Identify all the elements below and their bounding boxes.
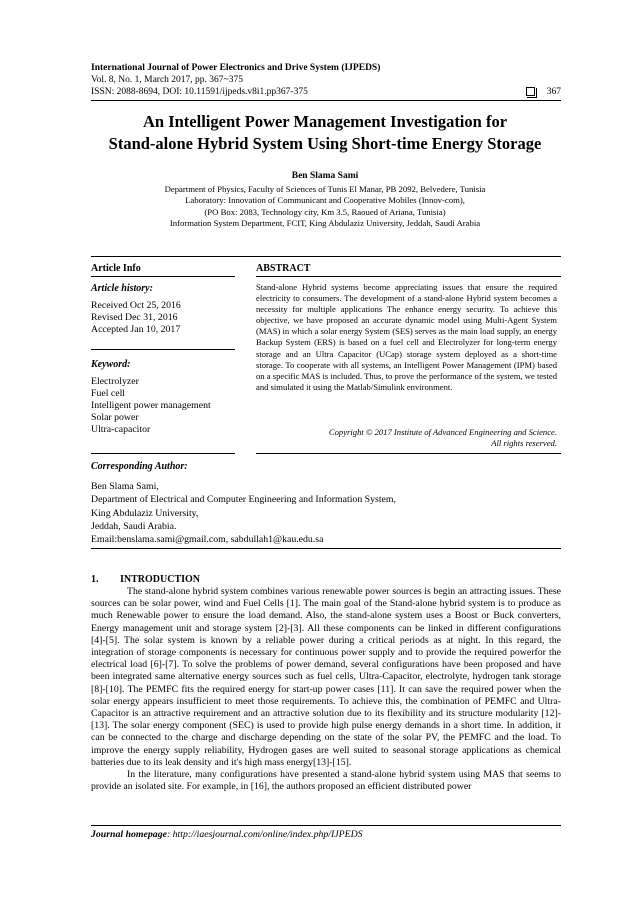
keyword-item: Intelligent power management [91,400,211,411]
journal-name: International Journal of Power Electronics and Drive System (IJPEDS) [91,63,381,73]
issn-row [91,86,561,98]
affiliation-line: Information System Department, FCIT, King Abdulaziz University, Jeddah, Saudi Arabia [169,218,481,229]
article-info-heading: Article Info [91,263,141,274]
page-number: 367 [546,87,561,97]
article-info-rule [91,276,235,277]
keyword-item: Fuel cell [91,388,126,399]
affiliation-line: Department of Physics, Faculty of Sciences of Tunis El Manar, PB 2092, Belvedere, Tunisia [164,184,486,194]
history-item: Accepted Jan 10, 2017 [91,324,181,335]
abstract-heading: ABSTRACT [256,263,311,274]
keyword-heading: Keyword: [91,359,131,370]
copyright-line: Copyright © 2017 Institute of Advanced Engineering and Science. [328,427,557,437]
keyword-rule [91,453,235,454]
keyword-item: Ultra-capacitor [91,424,151,435]
history-list [91,300,181,336]
corresponding-email: Email:benslama.sami@gmail.com, sabdullah1@kau.edu.sa [91,534,324,546]
history-heading: Article history: [91,283,153,294]
introduction-body [91,586,561,793]
paper-title [60,111,590,155]
corresponding-line: King Abdulaziz University, [91,507,199,519]
title-line: Stand-alone Hybrid System Using Short-time Energy Storage [108,134,542,153]
journal-homepage [91,829,363,840]
affiliation-line: Laboratory: Innovation of Communicant and Cooperative Mobiles (Innov-com), [185,195,465,206]
issn-line: ISSN: 2088-8694, DOI: 10.11591/ijpeds.v8i1.pp367-375 [91,87,308,97]
section-title: INTRODUCTION [120,574,201,585]
abstract-rule [256,276,561,277]
copyright-notice [256,427,557,449]
paragraph: The stand-alone hybrid system combines various renewable power sources is begin an attracting issues. These sources can be solar power, wind and Fuel Cells [1]. The main goal of the Stand-alone hybrid system is to produce as much Renewable power to ensure the load demand. Also, the stand-alone system uses a Boost or Buck converters, Energy management unit and storage system [2]-[3]. All these components can be linked in different configurations [4]-[5]. The solar system is known by a reliable power during a critical periods as at night. In this regard, the integration of storage components is necessary for continuous power supply and to provide the required powerfor the electrical load [6]-[7]. To solve the problems of power demand, several configurations have been proposed and have been integrated same alternative energy sources such as fuel cells, Ultra-Capacitor, electrolyte, hydrogen tank storage [8]-[10]. The PEMFC fits the required energy for start-up power cases [11]. It can save the required power when the solar energy appears insufficient to meet those requirements. To achieve this, the combination of PEMFC and Ultra-Capacitor is an attractive requirement and an attractive solution due to its flexibility and its structure modularity [12]-[13]. The solar energy component (SEC) is used to provide high pulse energy demands in a short time. In addition, it can be connected to the charge and discharge depending on the state of the solar PV, the PEMFC and the load. To improve the energy supply reliability, Hydrogen gases are well suited to seasonal storage applications as chemical batteries due to its leak density and it's high mass energy[13]-[15]. [91,586,561,768]
corresponding-line: Ben Slama Sami, [91,481,159,492]
keyword-item: Electrolyzer [91,376,139,387]
copyright-line: All rights reserved. [491,438,557,449]
abstract-text: Stand-alone Hybrid systems become appreciating issues that ensure the required electricity to consumers. The development of a stand-alone Hybrid system becomes a necessity for multiple applications The enhance energy security. To achieve this objective, we have proposed an accurate dynamic model using Multi-Agent System (MAS) in which a solar energy System (SES) serves as the main load supply, an energy Backup System (ERS) is based on a fuel cell and Electrolyzer for long-term energy storage and an Ultra Capacitor (UCap) storage system deployed as a short-time storage. To cooperate with all systems, an Intelligent Power Management (IPM) based on a specific MAS is included. Thus, to prove the performance of the system, we tested and simulated it using the Matlab/Simulink environment. [256,282,557,392]
title-line: An Intelligent Power Management Investigation for [142,112,508,131]
affiliation-line: (PO Box: 2083, Technology city, Km 3.5, Raoued of Ariana, Tunisia) [204,206,446,217]
history-rule [91,349,235,350]
affiliations [60,184,590,230]
abstract-bottom-rule [256,453,561,454]
journal-header [91,62,561,98]
keyword-list [91,376,211,436]
header-rule [91,100,561,101]
section-heading [91,574,200,585]
corresponding-line: Jeddah, Saudi Arabia. [91,520,177,532]
corresponding-details [91,480,561,546]
history-item: Received Oct 25, 2016 [91,300,181,311]
footer-rule [91,825,561,826]
corresponding-heading: Corresponding Author: [91,461,188,472]
history-item: Revised Dec 31, 2016 [91,312,178,323]
corresponding-line: Department of Electrical and Computer Engineering and Information System, [91,494,396,506]
volume-line: Vol. 8, No. 1, March 2017, pp. 367~375 [91,75,243,85]
homepage-label: Journal homepage [91,829,167,840]
section-number: 1. [91,574,99,585]
homepage-link[interactable]: http://iaesjournal.com/online/index.php/IJPEDS [172,829,363,840]
author-name: Ben Slama Sami [291,171,359,181]
info-box-bottom-rule [91,548,561,549]
info-box-top-rule [91,256,561,257]
page-box-icon [526,87,535,96]
homepage-colon: : [166,829,173,840]
paragraph: In the literature, many configurations have presented a stand-alone hybrid system using MAS that seems to provide an isolated site. For example, in [16], the authors proposed an efficient distributed power [91,769,561,793]
keyword-item: Solar power [91,412,139,423]
